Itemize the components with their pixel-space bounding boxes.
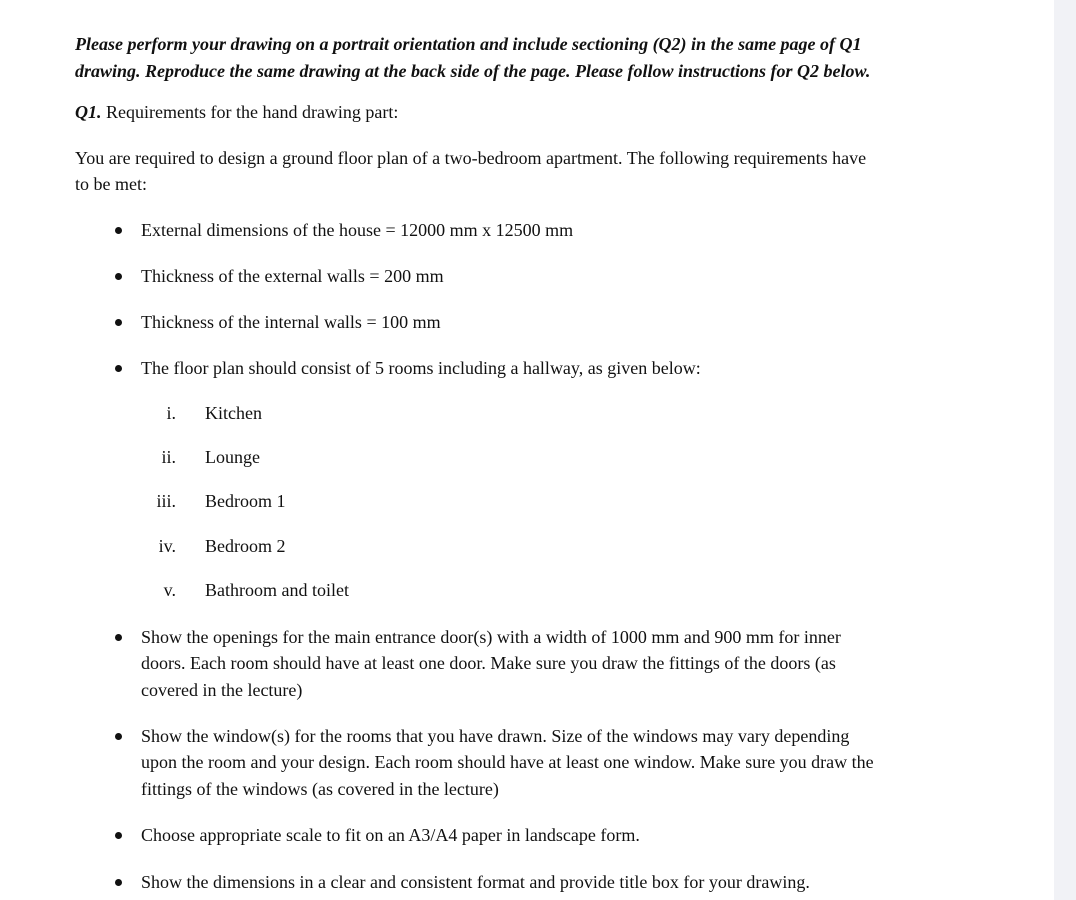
description-line-2: to be met: [75,174,147,194]
room-bathroom: Bathroom and toilet [205,580,349,600]
bullet-icon [115,227,122,234]
bullet-icon [115,634,122,641]
requirement-doors-line-1: Show the openings for the main entrance door(s) with a width of 1000 mm and 900 mm for inner [141,627,841,647]
room-bedroom-1: Bedroom 1 [205,491,286,511]
room-numeral: ii. [161,447,176,467]
bullet-icon [115,832,122,839]
q1-label: Q1. [75,102,102,122]
requirement-external-dimensions: External dimensions of the house = 12000 mm x 12500 mm [141,220,574,240]
room-kitchen: Kitchen [205,403,262,423]
requirement-floor-plan-rooms: The floor plan should consist of 5 rooms including a hallway, as given below: [141,358,701,378]
bullet-icon [115,879,122,886]
room-numeral: v. [163,580,176,600]
bullet-icon [115,365,122,372]
q1-heading [75,102,398,123]
room-numeral: i. [166,403,176,423]
room-bedroom-2: Bedroom 2 [205,536,286,556]
room-numeral: iv. [158,536,176,556]
intro-line-1: Please perform your drawing on a portrait orientation and include sectioning (Q2) in the same page of Q1 [75,34,862,54]
intro-line-2: drawing. Reproduce the same drawing at the back side of the page. Please follow instructions for Q2 below. [75,61,871,81]
room-numeral: iii. [156,491,176,511]
requirement-doors-line-2: doors. Each room should have at least one door. Make sure you draw the fittings of the doors (as [141,653,836,673]
bullet-icon [115,733,122,740]
bullet-icon [115,319,122,326]
requirement-internal-walls: Thickness of the internal walls = 100 mm [141,312,441,332]
room-lounge: Lounge [205,447,260,467]
requirement-doors-line-3: covered in the lecture) [141,680,303,700]
viewer-side-strip [1054,0,1076,900]
description-line-1: You are required to design a ground floor plan of a two-bedroom apartment. The following requirements have [75,148,867,168]
requirement-external-walls: Thickness of the external walls = 200 mm [141,266,444,286]
requirement-scale: Choose appropriate scale to fit on an A3/A4 paper in landscape form. [141,825,640,845]
requirement-windows-line-1: Show the window(s) for the rooms that you have drawn. Size of the windows may vary depending [141,726,850,746]
requirement-windows-line-3: fittings of the windows (as covered in the lecture) [141,779,499,799]
bullet-icon [115,273,122,280]
requirement-dimensions: Show the dimensions in a clear and consistent format and provide title box for your drawing. [141,872,810,892]
requirement-windows-line-2: upon the room and your design. Each room should have at least one window. Make sure you draw the [141,752,874,772]
q1-heading-text: Requirements for the hand drawing part: [101,102,399,122]
